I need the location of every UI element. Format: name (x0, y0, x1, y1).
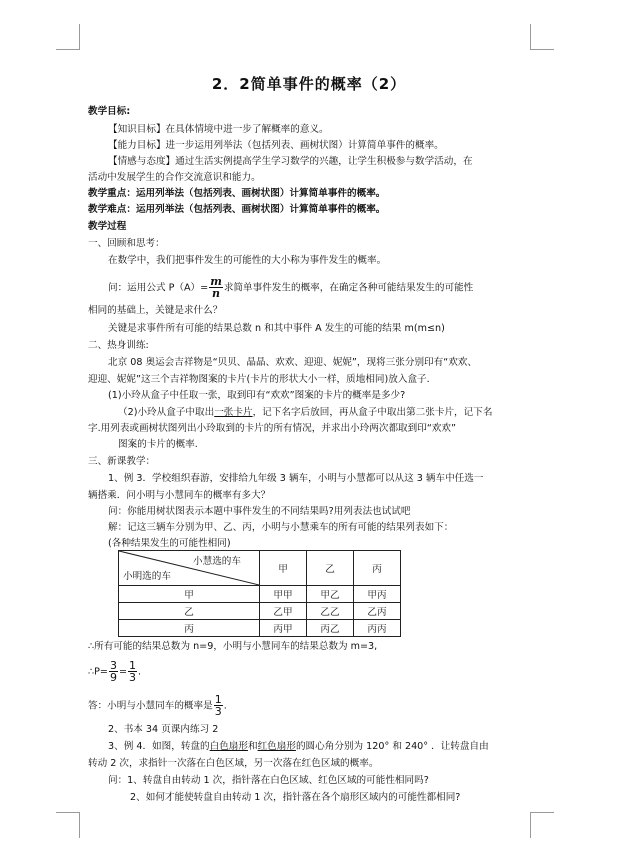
formula-end: . (137, 666, 142, 678)
answer-end: . (223, 700, 227, 712)
table-col-header: 甲 (260, 551, 307, 586)
table-cell: 丙甲 (260, 620, 307, 637)
table-cell: 丙丙 (354, 620, 401, 637)
table-row (119, 603, 401, 620)
review-question-continued: 相同的基础上，关键是求什么？ (88, 305, 223, 316)
example-4-line-1 (108, 740, 560, 753)
formula-prefix: ∴P= (88, 666, 108, 678)
table-cell: 甲乙 (307, 586, 354, 603)
section-new-lesson-heading: 三、新课教学： (88, 456, 156, 467)
crop-mark-top-left (79, 24, 80, 50)
process-heading: 教学过程 (88, 221, 127, 232)
document-title: 2．2简单事件的概率（2） (211, 75, 407, 93)
exercise-2: 2、书本 34 页课内练习 2 (108, 724, 219, 735)
table-row (119, 586, 401, 603)
example-4-question-2: 2、如何才能使转盘自由转动 1 次，指针落在各个扇形区域内的可能性都相同? (130, 792, 461, 803)
crop-mark-top-left (56, 49, 80, 50)
table-col-header: 乙 (307, 551, 354, 586)
warmup-q2-part-b: ，记下名字后放回，再从盒子中取出第二张卡片，记下名 (252, 407, 493, 418)
example-3-note: (各种结果发生的可能性相同) (108, 538, 231, 549)
example-4-part-b: 的圆心角分别为 120° 和 240° ．让转盘自由 (295, 741, 489, 752)
review-question (108, 276, 560, 299)
example-4-red-sector: 红色扇形 (257, 741, 296, 752)
question-suffix: 求简单事件发生的概率，在确定各种可能结果发生的可能性 (223, 282, 474, 294)
goals-heading: 教学目标: (88, 106, 131, 117)
crop-mark-bottom-left (56, 812, 80, 813)
table-cell: 丙乙 (307, 620, 354, 637)
example-4-line-2: 转动 2 次，求指针一次落在白色区域，另一次落在红色区域的概率。 (88, 758, 379, 769)
fraction-1-3 (128, 660, 137, 683)
section-warmup-heading: 二、热身训练: (88, 340, 149, 351)
example-4-and: 和 (247, 741, 258, 752)
table-corner-cell (119, 551, 260, 586)
fraction-3-9 (109, 660, 118, 683)
question-prefix: 问：运用公式 P（A）= (108, 282, 209, 294)
example-4-part-a: 3、例 4．如图，转盘的 (108, 741, 210, 752)
fraction-numerator: 1 (214, 693, 222, 706)
crop-mark-top-right (530, 49, 554, 50)
table-cell: 乙乙 (307, 603, 354, 620)
table-cell: 乙甲 (260, 603, 307, 620)
warmup-q2-underlined: 一张卡片 (214, 407, 253, 418)
fraction-denominator: 9 (109, 671, 117, 684)
fraction-denominator: 3 (214, 705, 222, 718)
warmup-paragraph-line-2: 迎迎、妮妮”这三个吉祥物图案的卡片(卡片的形状大小一样，质地相同)放入盒子. (88, 374, 430, 385)
crop-mark-bottom-right (530, 812, 531, 838)
table-cell: 甲丙 (354, 586, 401, 603)
goal-ability: 【能力目标】进一步运用列举法（包括列表、画树状图）计算简单事件的概率。 (108, 140, 444, 151)
warmup-paragraph-line-1: 北京 08 奥运会吉祥物是“贝贝、晶晶、欢欢、迎迎、妮妮”，现将三张分别印有“欢欢、 (108, 357, 477, 368)
example-4-white-sector: 白色扇形 (209, 741, 248, 752)
table-col-header: 丙 (354, 551, 401, 586)
table-cell: 乙丙 (354, 603, 401, 620)
fraction-denominator: n (212, 287, 220, 300)
warmup-q2-part-a: （2)小玲从盒子中取出 (118, 407, 215, 418)
table-corner-bottom-label: 小明选的车 (123, 571, 171, 582)
review-paragraph: 在数学中，我们把事件发生的可能性的大小称为事件发生的概率。 (108, 255, 387, 266)
crop-mark-bottom-right (530, 812, 554, 813)
key-point: 教学重点：运用列举法（包括列表、画树状图）计算简单事件的概率。 (88, 188, 386, 199)
warmup-question-2-line-3: 图案的卡片的概率. (118, 439, 198, 450)
goal-emotion-line-1: 【情感与态度】通过生活实例提高学生学习数学的兴趣，让学生积极参与数学活动，在 (108, 156, 473, 167)
outcomes-table (118, 550, 401, 637)
answer-text: 答：小明与小慧同车的概率是 (88, 700, 213, 712)
difficult-point: 教学难点：运用列举法（包括列表、画树状图）计算简单事件的概率。 (88, 204, 386, 215)
crop-mark-bottom-left (79, 812, 80, 838)
fraction-numerator: 1 (128, 659, 136, 672)
fraction-denominator: 3 (128, 671, 136, 684)
example-4-question-1: 问：1、转盘自由转动 1 次，指针落在白色区域、红色区域的可能性相同吗? (108, 775, 429, 786)
warmup-question-2-line-2: 字.用列表或画树状图列出小玲取到的卡片的所有情况，并求出小玲两次都取到印“欢欢” (88, 423, 456, 434)
fraction-numerator: 3 (109, 659, 117, 672)
crop-mark-top-right (530, 24, 531, 50)
example-3-solution: 解：记这三辆车分别为甲、乙、丙，小明与小慧乘车的所有可能的结果列表如下： (108, 522, 454, 533)
fraction-numerator: m (210, 275, 222, 288)
equals-sign: = (118, 666, 127, 678)
goal-emotion-line-2: 活动中发展学生的合作交流意识和能力。 (88, 172, 261, 183)
section-review-heading: 一、回顾和思考： (88, 238, 165, 249)
example-3-ask: 问：你能用树状图表示本题中事件发生的不同结果吗?用列表法也试试吧 (108, 506, 411, 517)
example-3-line-1: 1、例 3．学校组织春游，安排给九年级 3 辆车，小明与小慧都可以从这 3 辆车中任选一 (108, 473, 484, 484)
warmup-question-2 (118, 406, 570, 419)
table-corner-top-label: 小慧选的车 (193, 556, 241, 567)
table-header-row (119, 551, 401, 586)
table-row-header: 丙 (119, 620, 260, 637)
answer-line (88, 694, 540, 717)
table-row-header: 甲 (119, 586, 260, 603)
result-line: ∴所有可能的结果总数为 n=9，小明与小慧同车的结果总数为 m=3, (88, 641, 378, 652)
warmup-question-1: (1)小玲从盒子中任取一张，取到印有“欢欢”图案的卡片的概率是多少? (108, 390, 406, 401)
goal-knowledge: 【知识目标】在具体情境中进一步了解概率的意义。 (108, 124, 329, 135)
table-row-header: 乙 (119, 603, 260, 620)
answer-fraction (214, 694, 223, 717)
table-row (119, 620, 401, 637)
example-3-line-2: 辆搭乘．问小明与小慧同车的概率有多大？ (88, 490, 271, 501)
probability-formula (88, 660, 540, 683)
review-answer: 关键是求事件所有可能的结果总数 n 和其中事件 A 发生的可能的结果 m(m≤n) (108, 323, 445, 334)
table-cell: 甲甲 (260, 586, 307, 603)
formula-fraction (209, 276, 223, 299)
